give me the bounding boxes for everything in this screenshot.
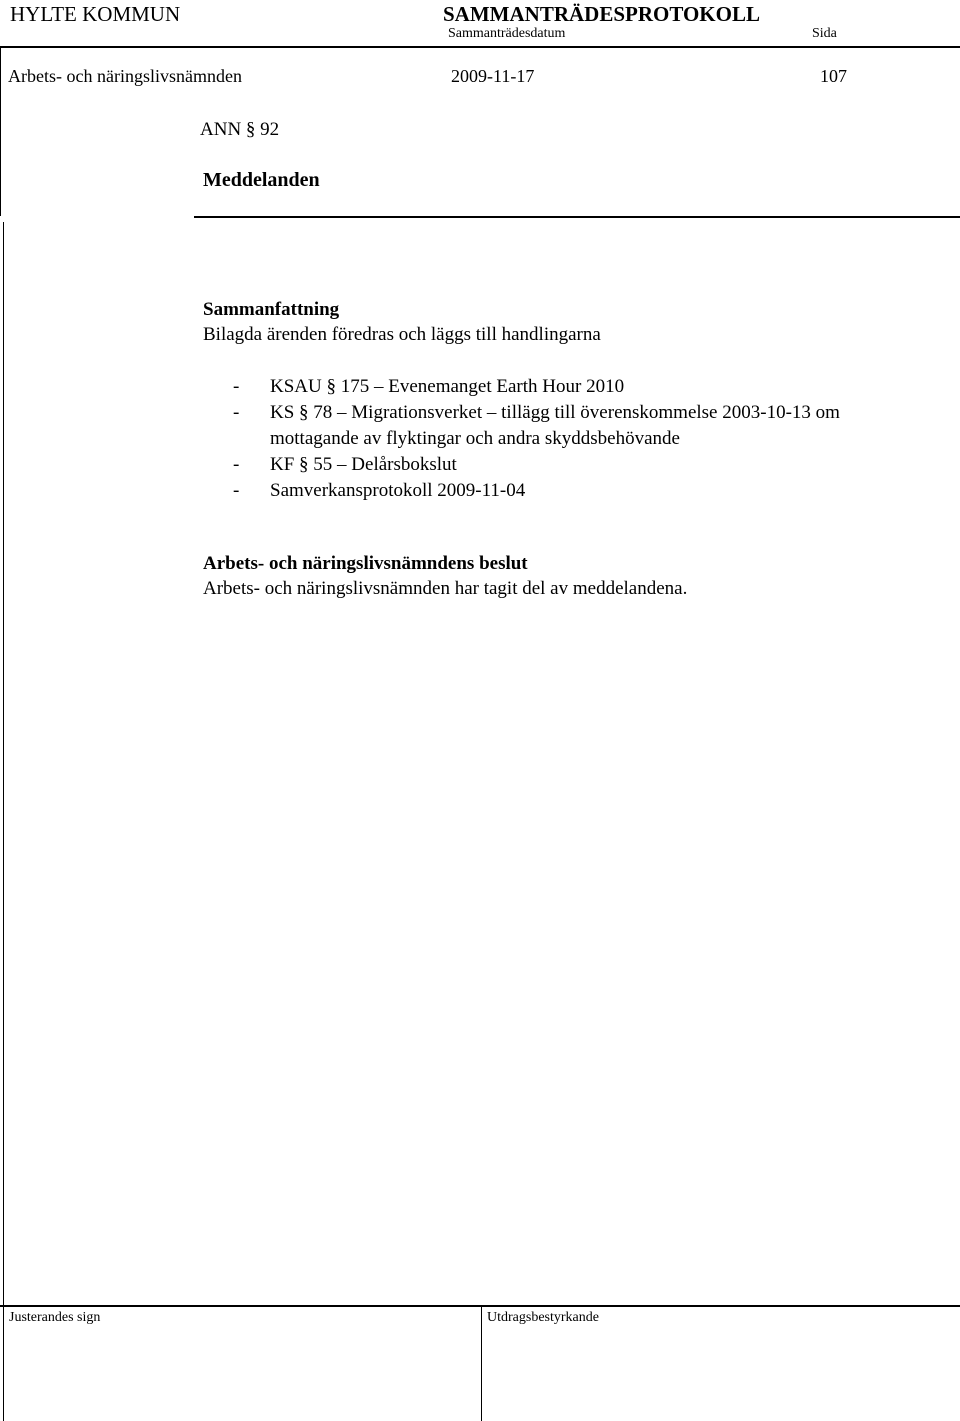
organization-name: HYLTE KOMMUN (10, 2, 181, 26)
list-item-text: KS § 78 – Migrationsverket – tillägg till överenskommelse 2003-10-13 om (270, 402, 840, 423)
list-dash: - (233, 402, 240, 423)
body-left-border (3, 222, 4, 1311)
heading-rule (194, 216, 960, 218)
summary-heading: Sammanfattning (203, 299, 340, 320)
footer-divider (481, 1305, 482, 1421)
summary-text: Bilagda ärenden föredras och läggs till handlingarna (203, 324, 601, 345)
meeting-date: 2009-11-17 (451, 66, 535, 86)
footer-left-border (3, 1305, 4, 1421)
header-left-border (0, 46, 1, 216)
matters-list (233, 374, 840, 504)
meeting-date-label: Sammanträdesdatum (448, 26, 566, 41)
list-item (233, 374, 840, 400)
header-rule (0, 46, 960, 48)
list-item (233, 400, 840, 452)
list-dash: - (233, 454, 240, 475)
paragraph-reference: ANN § 92 (200, 119, 280, 140)
list-dash: - (233, 376, 240, 397)
page-number: 107 (820, 66, 847, 86)
list-item (233, 478, 840, 504)
item-heading: Meddelanden (203, 169, 320, 191)
list-item (233, 452, 840, 478)
list-item-text: KSAU § 175 – Evenemanget Earth Hour 2010 (270, 376, 625, 397)
footer-rule (0, 1305, 960, 1307)
list-item-text-continued: mottagande av flyktingar och andra skyddsbehövande (270, 428, 680, 449)
decision-heading: Arbets- och näringslivsnämndens beslut (203, 553, 528, 574)
list-dash: - (233, 480, 240, 501)
list-item-text: Samverkansprotokoll 2009-11-04 (270, 480, 526, 501)
list-item-text: KF § 55 – Delårsbokslut (270, 454, 457, 475)
decision-text: Arbets- och näringslivsnämnden har tagit del av meddelandena. (203, 578, 688, 599)
document-title: SAMMANTRÄDESPROTOKOLL (443, 2, 760, 26)
committee-name: Arbets- och näringslivsnämnden (8, 66, 242, 86)
page-label: Sida (812, 26, 837, 41)
adjuster-sign-label: Justerandes sign (9, 1310, 101, 1325)
extract-certification-label: Utdragsbestyrkande (487, 1310, 599, 1325)
